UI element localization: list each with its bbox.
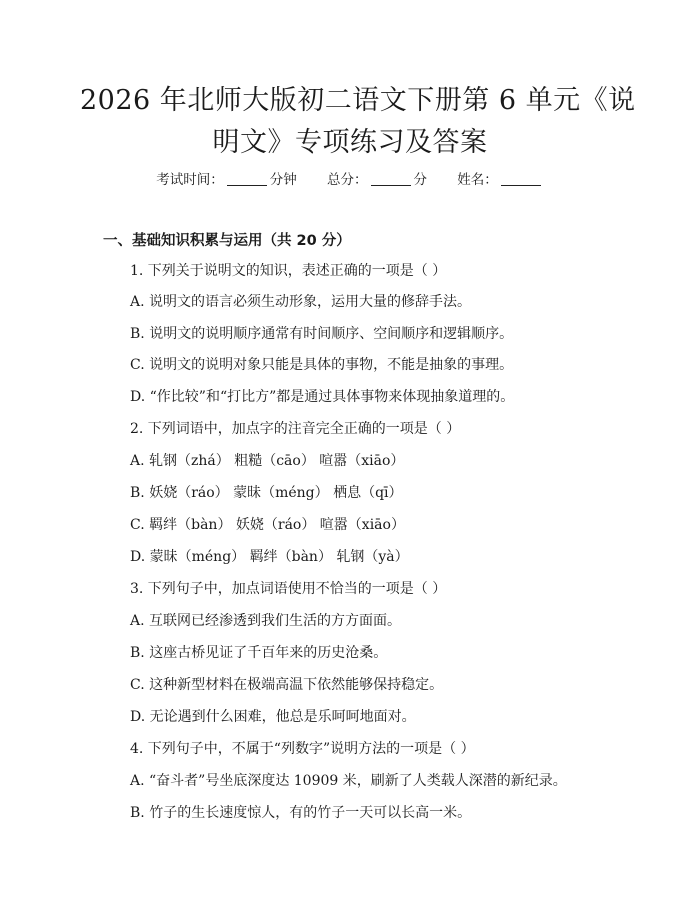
question-3-option-d: D. 无论遇到什么困难，他总是乐呵呵地面对。 xyxy=(130,709,416,725)
question-2-option-a: A. 轧钢（zhá） 粗糙（cāo） 喧嚣（xiāo） xyxy=(130,453,405,469)
question-2-option-d: D. 蒙昧（méng） 羁绊（bàn） 轧钢（yà） xyxy=(130,549,409,565)
student-name xyxy=(457,168,544,188)
section-1-heading: 一、基础知识积累与运用（共 20 分） xyxy=(103,233,351,249)
title-line-1: 2026 年北师大版初二语文下册第 6 单元《说 xyxy=(80,85,636,116)
question-4-option-b: B. 竹子的生长速度惊人，有的竹子一天可以长高一米。 xyxy=(130,805,472,821)
document-title xyxy=(80,80,636,164)
question-1-option-b: B. 说明文的说明顺序通常有时间顺序、空间顺序和逻辑顺序。 xyxy=(130,326,514,342)
total-score xyxy=(327,168,427,188)
question-2-option-b: B. 妖娆（ráo） 蒙昧（méng） 栖息（qī） xyxy=(130,485,403,501)
exam-meta xyxy=(0,168,700,188)
question-3-option-a: A. 互联网已经渗透到我们生活的方方面面。 xyxy=(130,613,402,629)
total-score-blank[interactable] xyxy=(371,171,411,186)
question-2-stem: 2. 下列词语中，加点字的注音完全正确的一项是（ ） xyxy=(130,421,461,437)
question-2-option-c: C. 羁绊（bàn） 妖娆（ráo） 喧嚣（xiāo） xyxy=(130,517,405,533)
question-4-option-a: A. “奋斗者”号坐底深度达 10909 米，刷新了人类载人深潜的新纪录。 xyxy=(130,773,567,789)
exam-time-unit: 分钟 xyxy=(269,172,297,188)
exam-time-label: 考试时间： xyxy=(156,172,224,188)
question-3-option-c: C. 这种新型材料在极端高温下依然能够保持稳定。 xyxy=(130,677,444,693)
question-3-stem: 3. 下列句子中，加点词语使用不恰当的一项是（ ） xyxy=(130,581,447,597)
question-1-option-d: D. “作比较”和“打比方”都是通过具体事物来体现抽象道理的。 xyxy=(130,389,515,405)
total-score-unit: 分 xyxy=(413,172,427,188)
student-name-blank[interactable] xyxy=(501,171,541,186)
question-3-option-b: B. 这座古桥见证了千百年来的历史沧桑。 xyxy=(130,645,388,661)
title-line-2: 明文》专项练习及答案 xyxy=(212,127,488,158)
question-1-option-c: C. 说明文的说明对象只能是具体的事物，不能是抽象的事理。 xyxy=(130,357,514,373)
question-1-option-a: A. 说明文的语言必须生动形象，运用大量的修辞手法。 xyxy=(130,294,472,310)
question-1-stem: 1. 下列关于说明文的知识，表述正确的一项是（ ） xyxy=(130,263,447,279)
student-name-label: 姓名： xyxy=(457,172,498,188)
exam-time-blank[interactable] xyxy=(227,171,267,186)
question-4-stem: 4. 下列句子中，不属于“列数字”说明方法的一项是（ ） xyxy=(130,741,475,757)
exam-time xyxy=(156,168,297,188)
total-score-label: 总分： xyxy=(327,172,368,188)
